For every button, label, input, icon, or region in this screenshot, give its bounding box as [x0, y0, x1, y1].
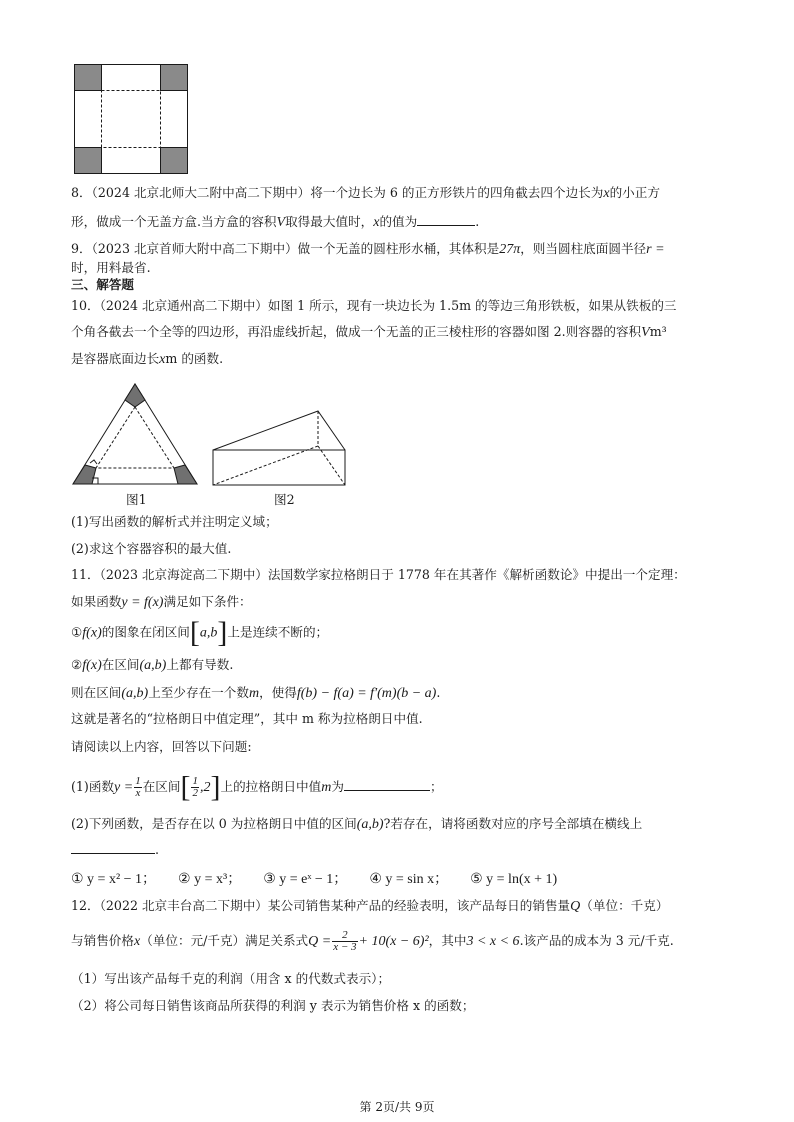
prism-container-figure	[212, 410, 348, 486]
q10-sub1: (1)写出函数的解析式并注明定义域；	[71, 514, 278, 529]
q12-line2: 与销售价格x（单位：元/千克）满足关系式Q = $\frac{2}{x - 3}$ + 10(x − 6)²，其中3 < x < 6.该产品的成本为 3 元/千克.	[71, 929, 674, 953]
section-heading: 三、解答题	[71, 277, 134, 292]
option-5: ⑤ y = ln(x + 1)	[470, 872, 558, 887]
q12-sub2: （2）将公司每日销售该商品所获得的利润 y 表示为销售价格 x 的函数；	[71, 998, 475, 1013]
corner-square-bl	[75, 148, 102, 174]
page-footer: 第 2页/共 9页	[359, 1100, 435, 1114]
prism-front	[213, 450, 345, 485]
q10-line1: 10．（2024 北京通州高二下期中）如图 1 所示，现有一块边长为 1.5m 的等边三角形铁板，如果从铁板的三	[71, 298, 677, 313]
q9-line2: 时，用料最省.	[71, 260, 151, 275]
q11-line5: 则在区间(a,b)上至少存在一个数m，使得f(b) − f(a) = f′(m)(b − a).	[71, 685, 441, 701]
triangle-plate-figure	[72, 383, 198, 485]
option-3: ③ y = eˣ − 1；	[263, 872, 348, 887]
answer-blank	[344, 778, 430, 791]
q11-line7: 请阅读以上内容，回答以下问题:	[71, 739, 252, 754]
q10-line2: 个角各截去一个全等的四边形，再沿虚线折起，做成一个无盖的正三棱柱形的容器如图 2.则容器的容积Vm³	[71, 324, 667, 340]
q11-line6: 这就是著名的“拉格朗日中值定理”，其中 m 称为拉格朗日中值.	[71, 711, 423, 726]
q11-cond2: ②f(x)在区间(a,b)上都有导数.	[71, 657, 234, 673]
q11-options	[71, 870, 557, 889]
q10-sub2: (2)求这个容器容积的最大值.	[71, 541, 232, 556]
answer-blank	[71, 841, 155, 854]
q9-line1: 9．（2023 北京首师大附中高二下期中）做一个无盖的圆柱形水桶，其体积是27π，则当圆柱底面圆半径r =	[71, 241, 665, 257]
q11-sub2: (2)下列函数，是否存在以 0 为拉格朗日中值的区间(a,b)?若存在，请将函数对应的序号全部填在横线上	[71, 816, 643, 832]
square-box-net-figure	[74, 64, 188, 174]
corner-square-br	[161, 148, 188, 174]
corner-square-tl	[75, 65, 102, 91]
q11-sub1: (1)函数y = $\frac{1}{x}$ 在区间[ $\frac{1}{2}$ ,2]上的拉格朗日中值m为 ；	[71, 770, 443, 804]
q12-line1: 12．（2022 北京丰台高二下期中）某公司销售某种产品的经验表明，该产品每日的销售量Q（单位：千克）	[71, 898, 669, 914]
corner-cut-right	[174, 465, 197, 484]
q11-cond1: ①f(x)的图象在闭区间[a,b]上是连续不断的；	[71, 616, 329, 649]
q8-line1: 8．（2024 北京北师大二附中高二下期中）将一个边长为 6 的正方形铁片的四角截去四个边长为x的小正方	[71, 185, 660, 201]
answer-blank	[417, 213, 475, 226]
corner-square-tr	[161, 65, 188, 91]
fig1-caption: 图1	[126, 492, 147, 507]
q12-sub1: （1）写出该产品每千克的利润（用含 x 的代数式表示）；	[71, 971, 391, 986]
q11-line2: 如果函数y = f(x)满足如下条件：	[71, 594, 252, 610]
q8-line2: 形，做成一个无盖方盒.当方盒的容积V取得最大值时，x的值为 .	[71, 214, 480, 230]
option-4: ④ y = sin x；	[369, 872, 449, 887]
option-1: ① y = x² − 1；	[71, 872, 157, 887]
fig2-caption: 图2	[274, 492, 295, 507]
option-2: ② y = x³；	[178, 872, 242, 887]
corner-cut-left	[73, 465, 96, 484]
q11-sub2-blank: .	[71, 841, 159, 859]
q11-line1: 11．（2023 北京海淀高二下期中）法国数学家拉格朗日于 1778 年在其著作《解析函数论》中提出一个定理：	[71, 567, 686, 582]
q10-line3: 是容器底面边长xm 的函数.	[71, 351, 224, 367]
prism-top-edge	[213, 411, 345, 450]
